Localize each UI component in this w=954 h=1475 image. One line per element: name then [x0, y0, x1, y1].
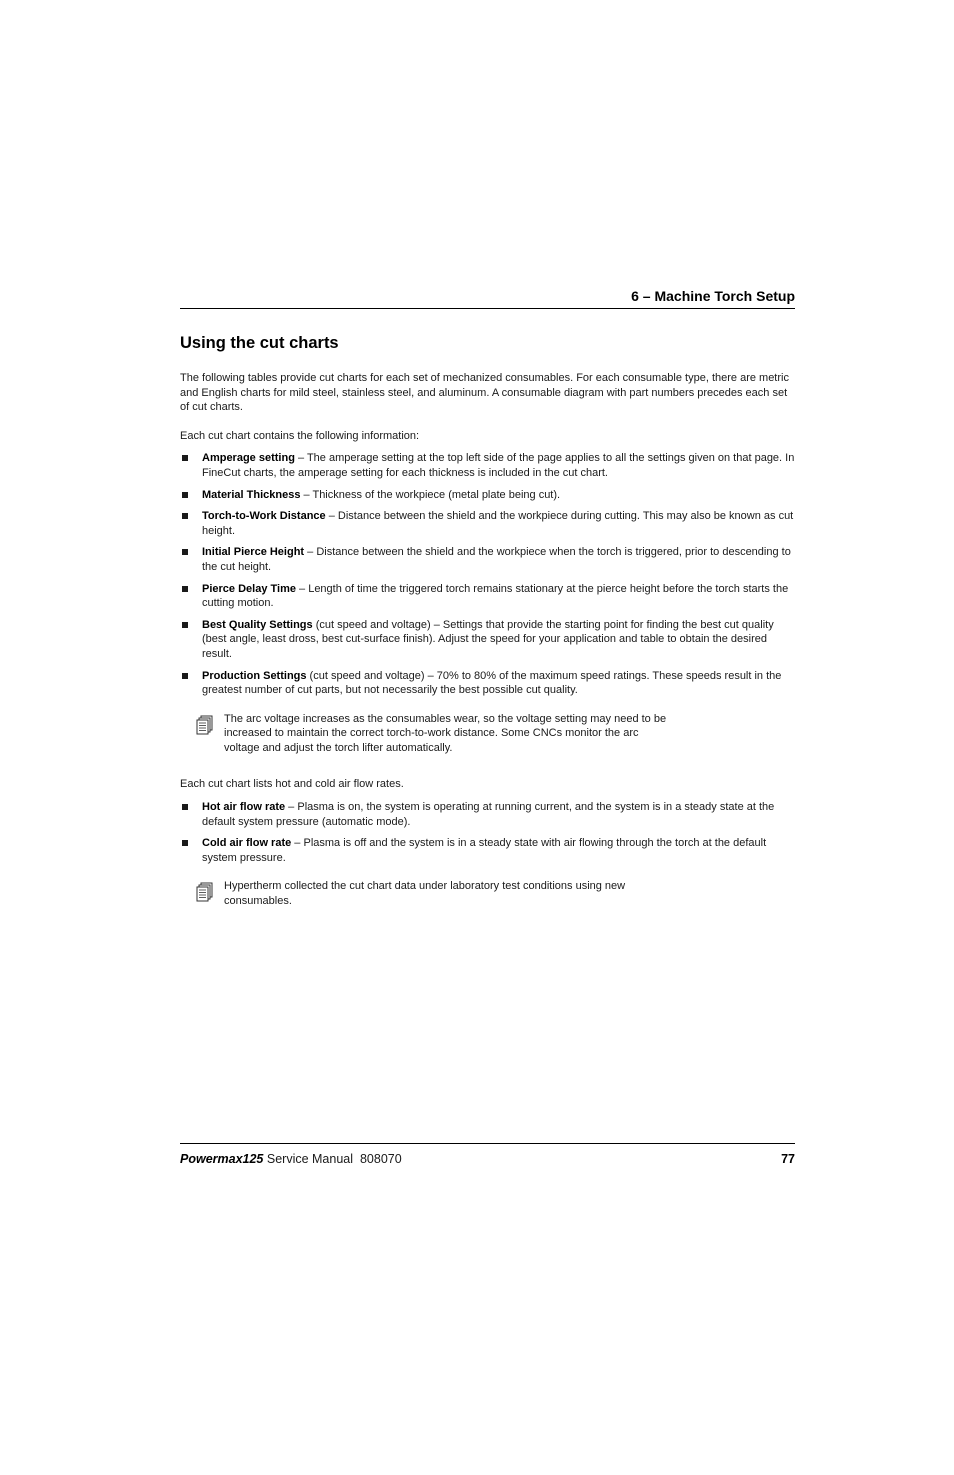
- item-term: Cold air flow rate: [202, 837, 292, 850]
- square-bullet-icon: [182, 586, 188, 592]
- item-desc: (cut speed and voltage) – 70% to 80% of the maximum speed ratings. These speeds result in the greatest number of cut parts, but not necessarily the best possible cut quality.: [202, 669, 782, 697]
- note-lab-conditions: [180, 879, 664, 908]
- manual-number: Service Manual 808070: [263, 1152, 402, 1166]
- manual-page: [180, 0, 795, 1475]
- square-bullet-icon: [182, 492, 188, 498]
- item-desc: (cut speed and voltage) – Settings that provide the starting point for finding the best cut quality (best angle, least dross, best cut-surface finish). Adjust the speed for your application and table to obtain the desired result.: [202, 618, 774, 660]
- square-bullet-icon: [182, 513, 188, 519]
- product-brand: Powermax125: [180, 1152, 264, 1166]
- square-bullet-icon: [182, 804, 188, 810]
- list-item: [180, 800, 795, 829]
- item-term: Pierce Delay Time: [202, 582, 296, 595]
- page-number: 77: [781, 1152, 795, 1166]
- contains-intro: Each cut chart contains the following information:: [180, 429, 420, 442]
- section-title: Using the cut charts: [180, 334, 339, 352]
- list-item: [180, 836, 795, 865]
- list-item: [180, 488, 795, 503]
- list-item: [180, 451, 795, 480]
- item-desc: – Plasma is on, the system is operating at running current, and the system is in a steady state at the default system pressure (automatic mode).: [202, 801, 775, 828]
- note-arc-voltage: [180, 712, 674, 756]
- intro-paragraph: The following tables provide cut charts for each set of mechanized consumables. For each consumable type, there are metric and English charts for mild steel, stainless steel, and aluminum. A consumable diagram with part numbers precedes each set of cut charts.: [180, 372, 789, 414]
- item-term: Production Settings: [202, 669, 307, 682]
- footer-manual-info: [180, 1152, 402, 1166]
- item-term: Torch-to-Work Distance: [202, 510, 326, 523]
- chapter-header: 6 – Machine Torch Setup: [631, 288, 795, 304]
- list-item: [180, 545, 795, 574]
- note-pages-icon: [196, 715, 214, 735]
- note-text: Hypertherm collected the cut chart data under laboratory test conditions using new consumables.: [224, 880, 626, 908]
- info-list: [180, 451, 795, 697]
- item-desc: – Distance between the shield and the workpiece during cutting. This may also be known as cut height.: [202, 510, 794, 537]
- item-desc: – Length of time the triggered torch remains stationary at the pierce height before the torch starts the cutting motion.: [202, 582, 789, 610]
- list-item: [180, 618, 795, 662]
- square-bullet-icon: [182, 455, 188, 461]
- list-item: [180, 669, 795, 698]
- list-item: [180, 509, 795, 538]
- item-term: Material Thickness: [202, 488, 301, 501]
- square-bullet-icon: [182, 549, 188, 555]
- item-desc: – Distance between the shield and the workpiece when the torch is triggered, prior to descending to the cut height.: [202, 546, 791, 573]
- item-term: Amperage setting: [202, 452, 295, 465]
- item-term: Best Quality Settings: [202, 618, 313, 631]
- item-desc: – The amperage setting at the top left side of the page applies to all the settings given on that page. In FineCut charts, the amperage setting for each thickness is included in the cut chart.: [202, 452, 795, 479]
- footer-divider: [180, 1143, 795, 1144]
- section-body: [180, 371, 795, 931]
- square-bullet-icon: [182, 673, 188, 679]
- list-item: [180, 582, 795, 611]
- note-text: The arc voltage increases as the consumables wear, so the voltage setting may need to be increased to maintain the correct torch-to-work distance. Some CNCs monitor the arc voltage and adjust the torch lifter automatically.: [224, 712, 667, 754]
- item-desc: – Plasma is off and the system is in a steady state with air flowing through the torch at the default system pressure.: [202, 837, 767, 864]
- note-pages-icon: [196, 882, 214, 902]
- item-term: Hot air flow rate: [202, 801, 286, 814]
- square-bullet-icon: [182, 840, 188, 846]
- item-desc: – Thickness of the workpiece (metal plate being cut).: [300, 488, 561, 501]
- square-bullet-icon: [182, 622, 188, 628]
- airflow-intro: Each cut chart lists hot and cold air flow rates.: [180, 778, 404, 791]
- item-term: Initial Pierce Height: [202, 546, 305, 559]
- airflow-list: [180, 800, 795, 865]
- header-divider: [180, 308, 795, 309]
